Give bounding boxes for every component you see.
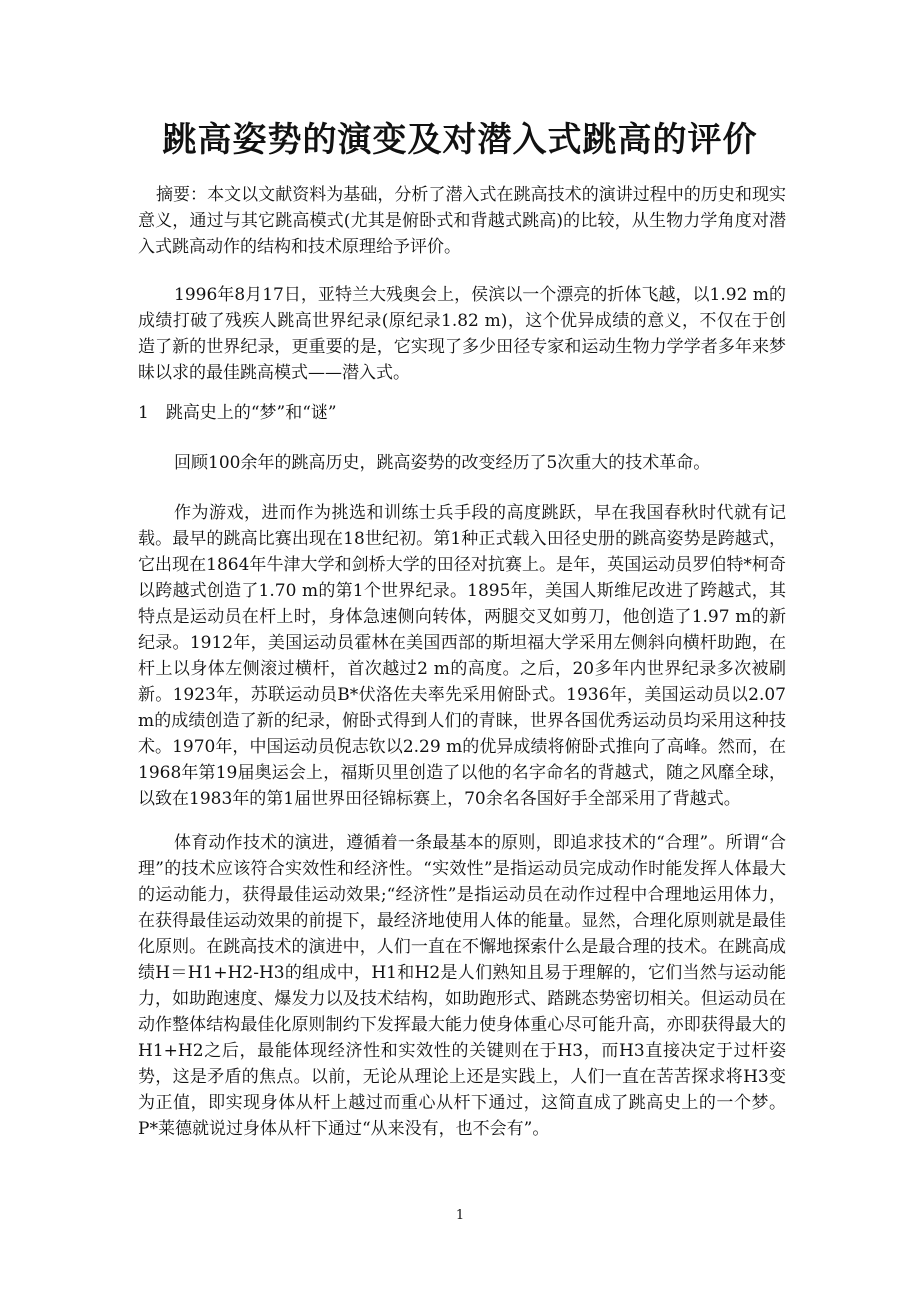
section-heading: 1 跳高史上的“梦”和“谜” bbox=[138, 403, 337, 423]
document-title: 跳高姿势的演变及对潜入式跳高的评价 bbox=[162, 120, 758, 160]
intro-paragraph: 1996年8月17日，亚特兰大残奥会上，侯滨以一个漂亮的折体飞越，以1.92 m的成绩打破了残疾人跳高世界纪录(原纪录1.82 m)，这个优异成绩的意义，不仅在于创造了新的世界纪录，更重要的是，它实现了多少田径专家和运动生物力学学者多年来梦昧以求的最佳跳高模式——潜入式。 bbox=[138, 285, 786, 383]
section-paragraph-1: 回顾100余年的跳高历史，跳高姿势的改变经历了5次重大的技术革命。 bbox=[174, 453, 711, 473]
abstract-paragraph: 摘要：本文以文献资料为基础，分析了潜入式在跳高技术的演讲过程中的历史和现实意义，通过与其它跳高模式(尤其是俯卧式和背越式跳高)的比较，从生物力学角度对潜入式跳高动作的结构和技术原理给予评价。 bbox=[138, 185, 786, 257]
section-paragraph-3: 体育动作技术的演进，遵循着一条最基本的原则，即追求技术的“合理”。所谓“合理”的技术应该符合实效性和经济性。“实效性”是指运动员完成动作时能发挥人体最大的运动能力，获得最佳运动效果;“经济性”是指运动员在动作过程中合理地运用体力，在获得最佳运动效果的前提下，最经济地使用人体的能量。显然，合理化原则就是最佳化原则。在跳高技术的演进中，人们一直在不懈地探索什么是最合理的技术。在跳高成绩H＝H1+H2-H3的组成中，H1和H2是人们熟知且易于理解的，它们当然与运动能力，如助跑速度、爆发力以及技术结构，如助跑形式、踏跳态势密切相关。但运动员在动作整体结构最佳化原则制约下发挥最大能力使身体重心尽可能升高，亦即获得最大的H1+H2之后，最能体现经济性和实效性的关键则在于H3，而H3直接决定于过杆姿势，这是矛盾的焦点。以前，无论从理论上还是实践上，人们一直在苦苦探求将H3变为正值，即实现身体从杆上越过而重心从杆下通过，这简直成了跳高史上的一个梦。P*莱德就说过身体从杆下通过“从来没有，也不会有”。 bbox=[138, 833, 786, 1139]
section-paragraph-2: 作为游戏，进而作为挑选和训练士兵手段的高度跳跃，早在我国春秋时代就有记载。最早的跳高比赛出现在18世纪初。第1种正式载入田径史册的跳高姿势是跨越式，它出现在1864年牛津大学和剑桥大学的田径对抗赛上。是年，英国运动员罗伯特*柯奇以跨越式创造了1.70 m的第1个世界纪录。1895年，美国人斯维尼改进了跨越式，其特点是运动员在杆上时，身体急速侧向转体，两腿交叉如剪刀，他创造了1.97 m的新纪录。1912年，美国运动员霍林在美国西部的斯坦福大学采用左侧斜向横杆助跑，在杆上以身体左侧滚过横杆，首次越过2 m的高度。之后，20多年内世界纪录多次被刷新。1923年，苏联运动员B*伏洛佐夫率先采用俯卧式。1936年，美国运动员以2.07 m的成绩创造了新的纪录，俯卧式得到人们的青睐，世界各国优秀运动员均采用这种技术。1970年，中国运动员倪志钦以2.29 m的优异成绩将俯卧式推向了高峰。然而，在1968年第19届奥运会上，福斯贝里创造了以他的名字命名的背越式，随之风靡全球，以致在1983年的第1届世界田径锦标赛上，70余名各国好手全部采用了背越式。 bbox=[138, 503, 786, 809]
page-number: 1 bbox=[455, 1208, 465, 1223]
